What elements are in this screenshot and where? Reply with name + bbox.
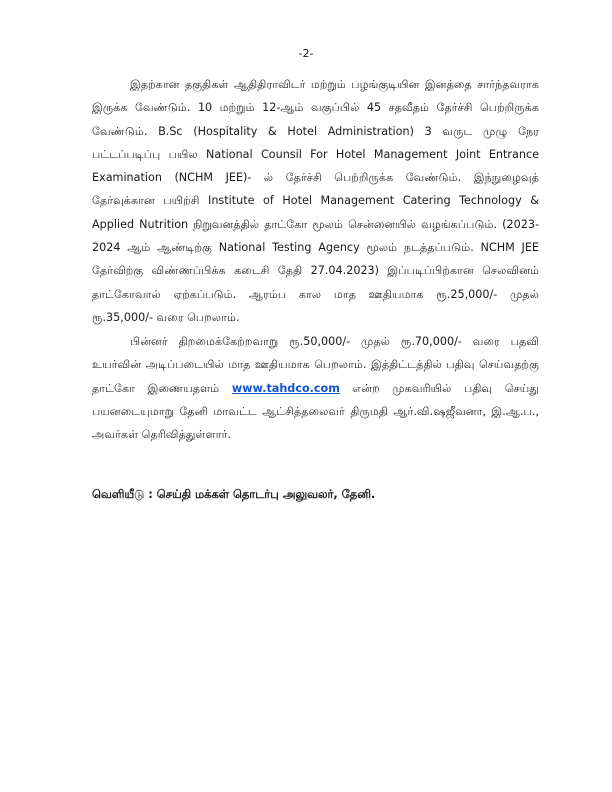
- release-footer: வெளியீடு : செய்தி மக்கள் தொடர்பு அலுவலர், தேனி.: [92, 487, 376, 501]
- eligibility-text: இதற்கான தகுதிகள் ஆதிதிராவிடர் மற்றும் பழங்குடியின இனத்தை சார்ந்தவராக இருக்க வேண்டும். 10 மற்றும் 12-ஆம் வகுப்பில் 45 சதவீதம் தேர்ச்சி பெற்றிருக்க வேண்டும். B.Sc (Hospitality & Hotel Administration) 3 வருட முழு நேர பட்டப்படிப்பு பயில National Counsil For Hotel Management Joint Entrance Examination (NCHM JEE)- ல் தேர்ச்சி பெற்றிருக்க வேண்டும். இந்நுழைவுத் தேர்வுக்கான பயிற்சி Institute of Hotel Management Catering Technology & Applied Nutrition நிறுவனத்தில் தாட்கோ மூலம் சென்னையில் வழங்கப்படும். (2023-2024 ஆம் ஆண்டிற்கு National Testing Agency மூலம் நடத்தப்படும். NCHM JEE தேர்விற்கு விண்ணப்பிக்க கடைசி தேதி 27.04.2023) இப்படிப்பிற்கான செலவினம் தாட்கோவால் ஏற்கப்படும். ஆரம்ப கால மாத ஊதியமாக ரூ.25,000/- முதல் ரூ.35,000/- வரை பெறலாம்.: [92, 78, 539, 324]
- salary-text: பின்னர் திறமைக்கேற்றவாறு ரூ.50,000/- முதல் ரூ.70,000/- வரை பதவி உயர்வின் அடிப்படையில் மாத ஊதியமாக பெறலாம். இத்திட்டத்தில் பதிவு செய்வதற்கு தாட்கோ இணையதளம்: [92, 335, 539, 395]
- eligibility-paragraph: [92, 73, 539, 329]
- tahdco-website-link[interactable]: www.tahdco.com: [231, 381, 340, 395]
- page-number: -2-: [298, 47, 314, 60]
- salary-registration-paragraph: [92, 330, 539, 446]
- registration-text: என்ற முகவரியில் பதிவு செய்து பயனடையுமாறு தேனி மாவட்ட ஆட்சித்தலைவர் திருமதி ஆர்.வி.ஷஜீவனா, இ.ஆ.ப., அவர்கள் தெரிவித்துள்ளார்.: [92, 381, 540, 442]
